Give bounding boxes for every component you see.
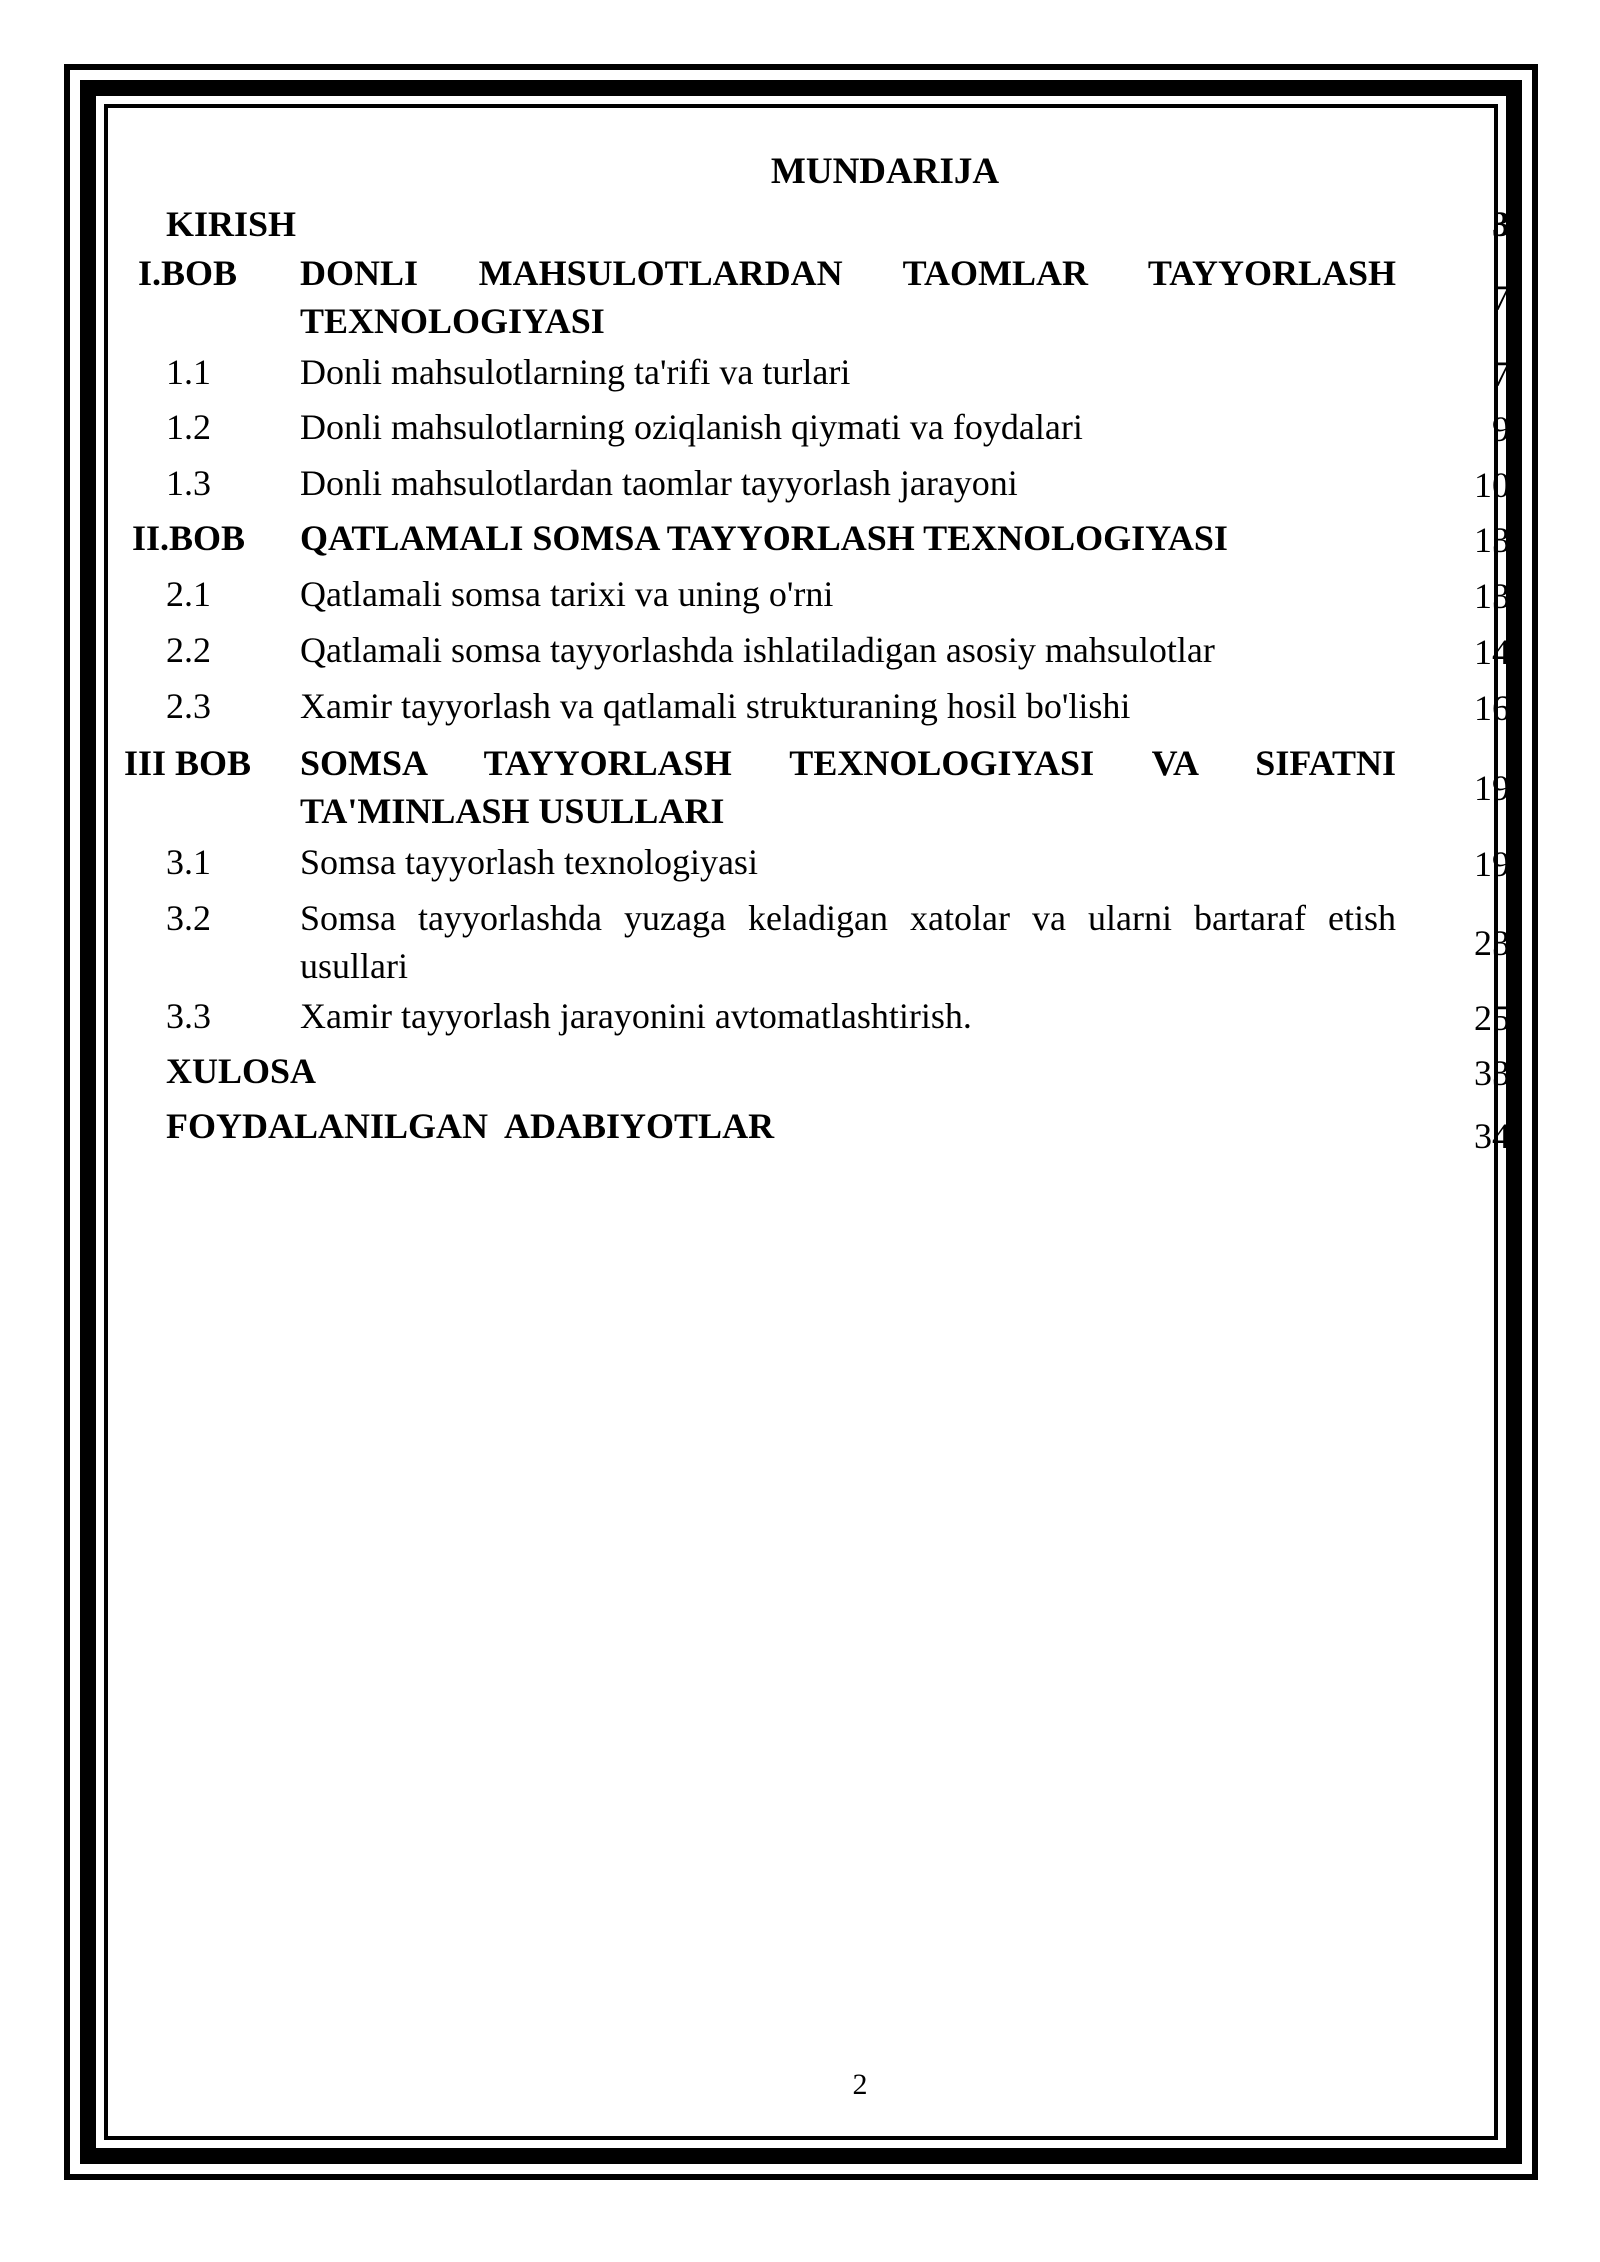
toc-entry-number: 3.3 — [166, 996, 211, 1036]
toc-entry-title: Donli mahsulotlarning oziqlanish qiymati va foydalari — [300, 407, 1083, 447]
toc-entry-number: 2.3 — [166, 686, 211, 726]
toc-entry-page: 10 — [1474, 465, 1510, 505]
toc-entry-number: I.BOB — [138, 253, 238, 293]
toc-title: MUNDARIJA — [770, 151, 1000, 192]
toc-entry-number: III BOB — [124, 743, 252, 783]
toc-entry-page: 23 — [1474, 923, 1510, 963]
toc-entry-page: 16 — [1474, 688, 1510, 728]
toc-entry-page: 34 — [1474, 1116, 1510, 1156]
toc-entry-page: 25 — [1474, 998, 1510, 1038]
toc-entry-title: Xamir tayyorlash jarayonini avtomatlashtirish. — [300, 996, 972, 1036]
toc-entry-number: 3.1 — [166, 842, 211, 882]
toc-entry-number: II.BOB — [132, 518, 246, 558]
toc-entry-label: KIRISH — [166, 204, 297, 244]
toc-entry-number: 1.1 — [166, 352, 211, 392]
toc-entry-page: 7 — [1492, 354, 1510, 394]
toc-entry-page: 19 — [1474, 768, 1510, 808]
toc-entry-page: 13 — [1474, 576, 1510, 616]
toc-entry-title: Somsa tayyorlash texnologiyasi — [300, 842, 758, 882]
toc-entry-title: Xamir tayyorlash va qatlamali strukturaning hosil bo'lishi — [300, 686, 1131, 726]
toc-entry-page: 9 — [1492, 409, 1510, 449]
toc-entry-page: 14 — [1474, 632, 1510, 672]
toc-entry-page: 13 — [1474, 520, 1510, 560]
toc-entry-title: Donli mahsulotlarning ta'rifi va turlari — [300, 352, 851, 392]
toc-entry-number: 2.2 — [166, 630, 211, 670]
toc-entry-label: FOYDALANILGAN ADABIYOTLAR — [166, 1106, 775, 1146]
toc-entry-page: 19 — [1474, 844, 1510, 884]
page-number: 2 — [852, 2068, 868, 2101]
toc-entry-title: Qatlamali somsa tayyorlashda ishlatiladigan asosiy mahsulotlar — [300, 630, 1215, 670]
toc-entry-title: QATLAMALI SOMSA TAYYORLASH TEXNOLOGIYASI — [300, 518, 1228, 558]
toc-entry-page: 3 — [1492, 204, 1510, 244]
toc-entry-number: 1.2 — [166, 407, 211, 447]
toc-entry-page: 33 — [1474, 1053, 1510, 1093]
toc-entry-number: 2.1 — [166, 574, 211, 614]
toc-entry-title: SOMSA TAYYORLASH TEXNOLOGIYASI VA SIFATNI TA'MINLASH USULLARI — [300, 743, 1396, 831]
toc-entry-label: XULOSA — [166, 1051, 317, 1091]
toc-entry-number: 3.2 — [166, 898, 211, 938]
toc-entry-number: 1.3 — [166, 463, 211, 503]
toc-entry-title: DONLI MAHSULOTLARDAN TAOMLAR TAYYORLASH TEXNOLOGIYASI — [300, 253, 1396, 341]
toc-entry-title: Somsa tayyorlashda yuzaga keladigan xatolar va ularni bartaraf etish usullari — [300, 898, 1396, 986]
toc-entry-title: Qatlamali somsa tarixi va uning o'rni — [300, 574, 834, 614]
toc-entry-page: 7 — [1492, 278, 1510, 318]
toc-entry-title: Donli mahsulotlardan taomlar tayyorlash jarayoni — [300, 463, 1018, 503]
